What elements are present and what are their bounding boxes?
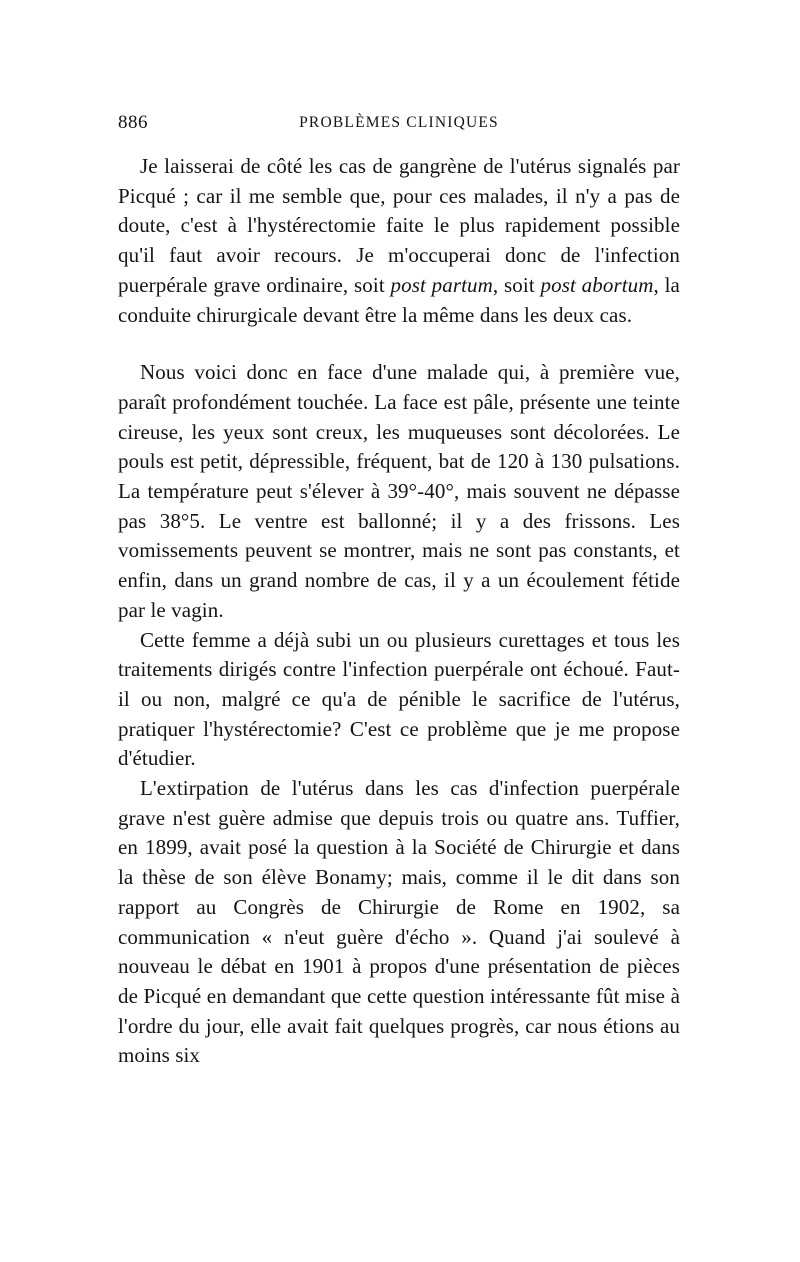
running-header [118,112,680,142]
paragraph-4: L'extirpation de l'utérus dans les cas d'infection puerpérale grave n'est guère admise que depuis trois ou quatre ans. Tuffier, en 1899, avait posé la question à la Société de Chirurgie et dans la thèse de son élève Bonamy; mais, comme il le dit dans son rapport au Congrès de Chirurgie de Rome en 1902, sa communication « n'eut guère d'écho ». Quand j'ai soulevé à nouveau le débat en 1901 à propos d'une présentation de pièces de Picqué en demandant que cette question intéressante fût mise à l'ordre du jour, elle avait fait quelques progrès, car nous étions au moins six [118,776,680,1068]
paragraph-3: Cette femme a déjà subi un ou plusieurs curettages et tous les traitements dirigés contre l'infection puerpérale ont échoué. Faut-il ou non, malgré ce qu'a de pénible le sacrifice de l'utérus, pratiquer l'hystérectomie? C'est ce problème que je me propose d'étudier. [118,627,680,771]
paragraph-1-text-c: , la conduite chirurgicale devant être la même dans les deux cas. [118,272,680,327]
book-page [118,112,680,1071]
paragraph-1-text-a: Je laisserai de côté les cas de gangrène de l'utérus signalés par Picqué ; car il me semble que, pour ces malades, il n'y a pas de doute, c'est à l'hystérectomie faite le plus rapidement possible qu'il faut avoir recours. Je m'occuperai donc de l'infection puerpérale grave ordinaire, soit [118,154,680,297]
paragraph-1-text-b: , soit [492,272,541,297]
page-number: 886 [118,112,148,133]
paragraph-1-italic-post-partum: post partum [390,272,493,297]
paragraph-1 [118,152,680,330]
running-title: PROBLÈMES CLINIQUES [299,114,499,131]
paragraph-2: Nous voici donc en face d'une malade qui, à première vue, paraît profondément touchée. La face est pâle, présente une teinte cireuse, les yeux sont creux, les muqueuses sont décolorées. Le pouls est petit, dépressible, fréquent, bat de 120 à 130 pulsations. La température peut s'élever à 39°-40°, mais souvent ne dépasse pas 38°5. Le ventre est ballonné; il y a des frissons. Les vomissements peuvent se montrer, mais ne sont pas constants, et enfin, dans un grand nombre de cas, il y a un écoulement fétide par le vagin. [118,360,680,622]
paragraph-1-italic-post-abortum: post abortum [540,272,654,297]
